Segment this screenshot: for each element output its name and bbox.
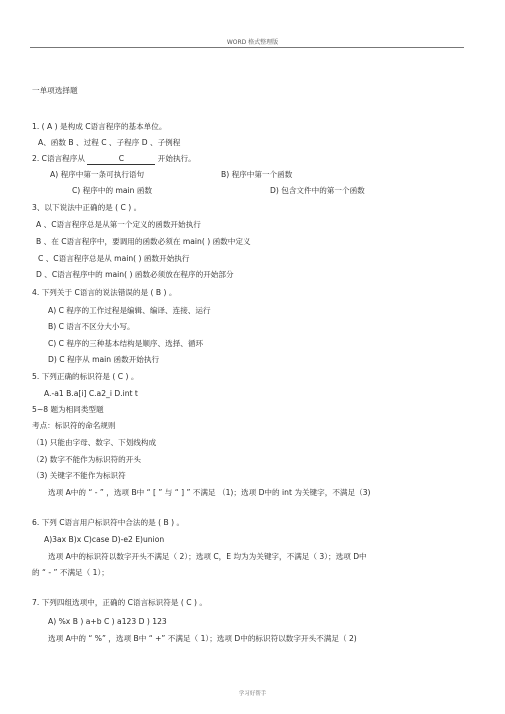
question-2-option-b: B) 程序中第一个函数 — [221, 170, 293, 179]
note-rule-2: （2) 数字不能作为标识符的开头 — [32, 455, 141, 464]
question-3-option-a: A 、C语言程序总是从第一个定义的函数开始执行 — [36, 220, 201, 229]
question-3-stem: 3、以下说法中正确的是 ( C ) 。 — [32, 203, 142, 212]
question-7-options: A) %x B ) a+b C ) a123 D ) 123 — [48, 617, 167, 626]
question-6-stem: 6. 下列 C语言用户标识符中合法的是 ( B ) 。 — [32, 518, 185, 527]
page-header: WORD 格式整理版 — [226, 39, 279, 46]
question-4-option-a: A) C 程序的工作过程是编辑、编译、连接、运行 — [48, 306, 211, 315]
question-3-option-c: C 、C语言程序总是从 main( ) 函数开始执行 — [38, 254, 190, 263]
header-rule — [30, 47, 464, 48]
question-5-stem: 5. 下列正确的标识符是 ( C ) 。 — [32, 372, 139, 381]
question-4-stem: 4. 下列关于 C语言的说法错误的是 ( B ) 。 — [32, 288, 177, 297]
note-rule-3: （3) 关键字不能作为标识符 — [32, 471, 126, 480]
question-6-options: A)3ax B)x C)case D)-e2 E)union — [44, 535, 165, 544]
question-4-option-d: D) C 程序从 main 函数开始执行 — [48, 355, 160, 364]
note-point: 考点：标识符的命名规则 — [32, 421, 116, 430]
question-1-stem: 1. ( A ) 是构成 C语言程序的基本单位。 — [32, 122, 167, 131]
question-2-stem — [32, 154, 196, 165]
question-2-option-a: A) 程序中第一条可执行语句 — [50, 170, 145, 179]
note-rule-1: （1) 只能由字母、数字、下划线构成 — [32, 438, 157, 447]
question-2-option-d: D) 包含文件中的第一个函数 — [270, 186, 365, 195]
note-title: 5~8 题为相同类型题 — [32, 405, 104, 414]
question-2-answer-blank: C — [87, 154, 155, 165]
question-1-options: A、函数 B 、过程 C 、子程序 D 、子例程 — [38, 138, 181, 147]
question-4-option-c: C) C 程序的三种基本结构是顺序、选择、循环 — [48, 339, 204, 348]
question-3-option-d: D 、C语言程序中的 main( ) 函数必须放在程序的开始部分 — [36, 270, 234, 279]
question-2-stem-after: 开始执行。 — [155, 154, 196, 163]
question-7-stem: 7. 下列四组选项中，正确的 C语言标识符是 ( C ) 。 — [32, 598, 207, 607]
question-6-explanation-1: 选项 A中的标识符以数字开头不满足（ 2）；选项 C，E 均为为关键字，不满足（ 3）；选项 D中 — [48, 552, 367, 561]
note-explanation: 选项 A中的 “ - ” ，选项 B中 “ [ ” 与 “ ] ” 不满足 （1)；选项 D中的 int 为关键字，不满足（3) — [48, 488, 371, 497]
question-5-options: A.-a1 B.a[i] C.a2_i D.int t — [44, 389, 138, 398]
question-2-option-c: C) 程序中的 main 函数 — [72, 186, 153, 195]
question-7-explanation: 选项 A中的 “ %” ，选项 B中 “ +” 不满足（ 1）；选项 D中的标识符以数字开头不满足（ 2) — [48, 634, 357, 643]
question-6-explanation-2: 的 “ - ” 不满足（ 1）； — [32, 568, 109, 577]
question-3-option-b: B 、在 C语言程序中，要调用的函数必须在 main( ) 函数中定义 — [36, 237, 251, 246]
question-2-stem-before: 2. C语言程序从 — [32, 154, 88, 163]
section-title: 一单项选择题 — [32, 86, 78, 95]
question-4-option-b: B) C 语言不区分大小写。 — [48, 322, 135, 331]
page-footer: 学习好帮手 — [238, 691, 267, 697]
